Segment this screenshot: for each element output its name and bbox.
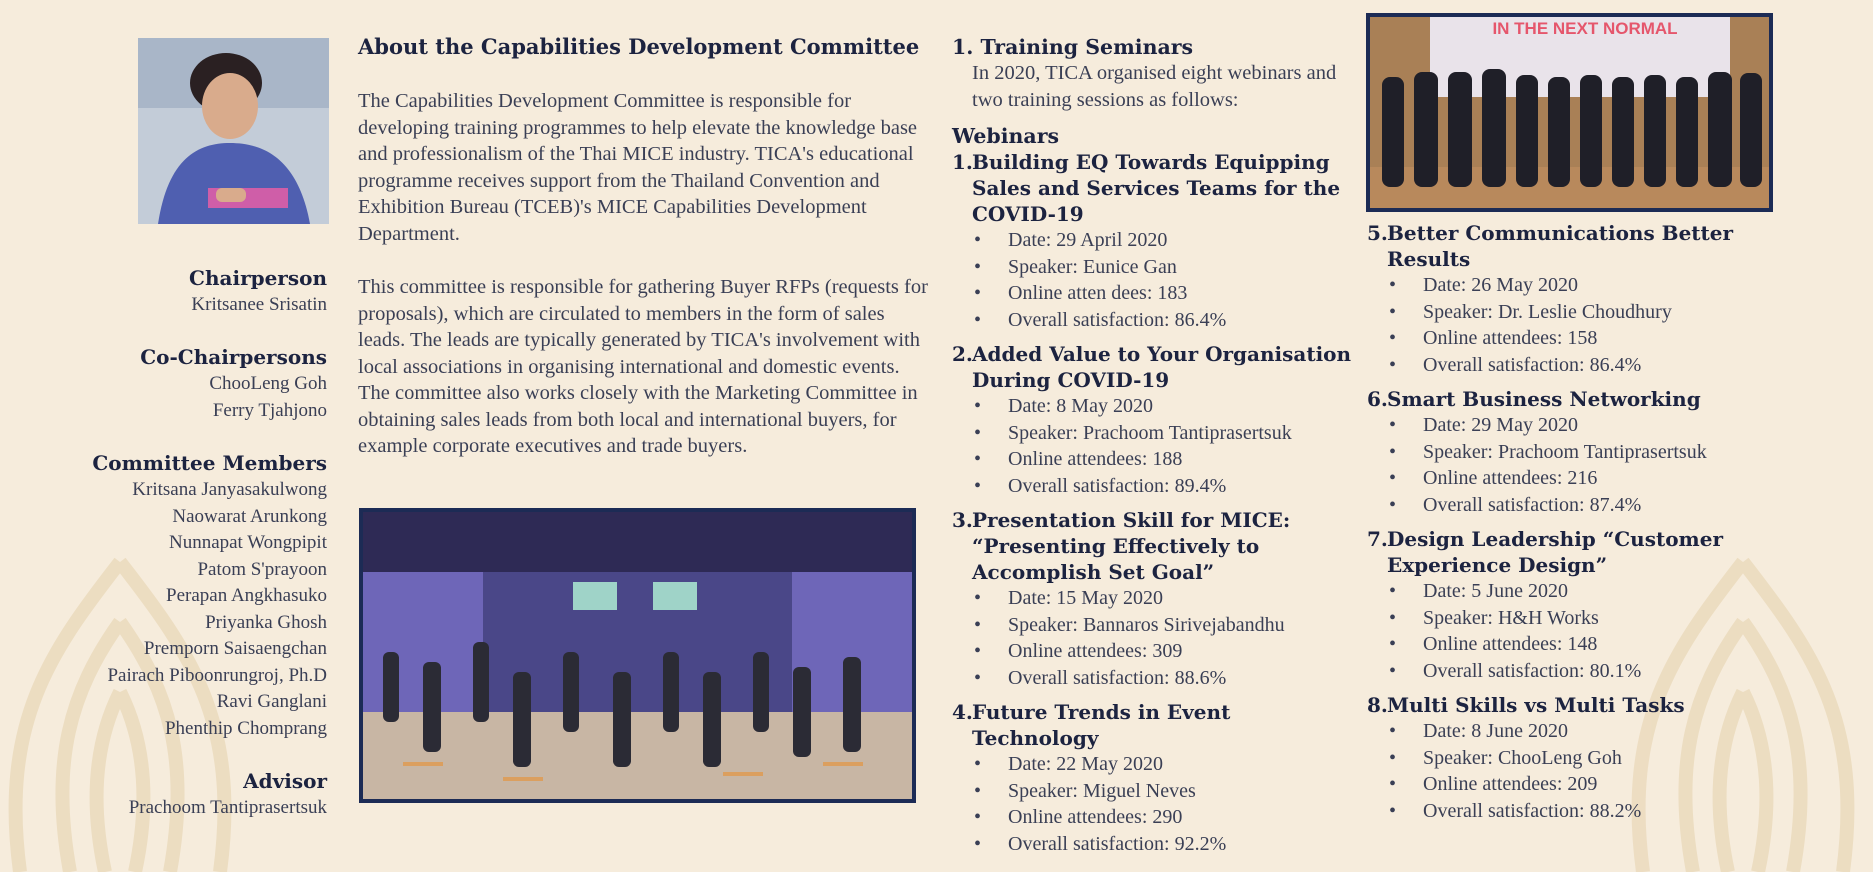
person-name: Phenthip Chomprang [164, 717, 327, 739]
bullet-date: • Date: 15 May 2020 [952, 585, 1362, 612]
photo-banner-text: IN THE NEXT NORMAL [1492, 19, 1678, 38]
webinar-item [1367, 692, 1777, 824]
bullet-date: • Date: 26 May 2020 [1367, 272, 1777, 299]
item-title: Building EQ Towards Equipping Sales and Services Teams for the COVID-19 [972, 150, 1341, 226]
bullet-attendees: • Online attendees: 290 [952, 804, 1362, 831]
webinar-item [952, 699, 1362, 857]
item-number: 3. [952, 508, 973, 532]
item-title: Future Trends in Event Technology [972, 700, 1231, 750]
person-name: Patom S'prayoon [197, 558, 327, 580]
person-name: Priyanka Ghosh [205, 611, 327, 633]
item-title: Added Value to Your Organisation During COVID-19 [972, 342, 1352, 392]
role-advisor: Advisor [243, 769, 327, 793]
bullet-attendees: • Online attendees: 188 [952, 446, 1362, 473]
bullet-date: • Date: 29 April 2020 [952, 227, 1362, 254]
item-title: Design Leadership “Customer Experience Design” [1387, 527, 1723, 577]
person-name: Pairach Piboonrungroj, Ph.D [107, 664, 327, 686]
webinar-item [1367, 220, 1777, 378]
webinar-item [1367, 526, 1777, 684]
about-paragraph-1: The Capabilities Development Committee is responsible for developing training programmes to help elevate the knowledge base and professionalism of the Thai MICE industry. TICA's educational programme receives support from the Thailand Convention and Exhibition Bureau (TCEB)'s MICE Capabilities Development Department. [358, 90, 918, 245]
item-title: Multi Skills vs Multi Tasks [1387, 693, 1685, 717]
bullet-satisfaction: • Overall satisfaction: 88.2% [1367, 798, 1777, 825]
person-name: Prachoom Tantiprasertsuk [128, 797, 327, 818]
roster-advisor [60, 768, 327, 822]
person-name: Ferry Tjahjono [212, 399, 327, 421]
item-number: 8. [1367, 693, 1388, 717]
item-number: 5. [1367, 221, 1388, 245]
bullet-speaker: • Speaker: Dr. Leslie Choudhury [1367, 299, 1777, 326]
person-name: Nunnapat Wongpipit [168, 532, 327, 553]
committee-photo-illustration [1370, 17, 1769, 208]
webinar-item [1367, 386, 1777, 518]
bullet-attendees: • Online atten dees: 183 [952, 280, 1362, 307]
person-name: Kritsanee Srisatin [191, 294, 327, 315]
person-name: Ravi Ganglani [216, 691, 327, 712]
bullet-speaker: • Speaker: Bannaros Sirivejabandhu [952, 612, 1362, 639]
webinar-item [952, 149, 1362, 333]
event-group-photo [359, 508, 916, 803]
item-number: 4. [952, 700, 973, 724]
webinars-column-2 [1367, 220, 1777, 828]
bullet-speaker: • Speaker: Prachoom Tantiprasertsuk [1367, 439, 1777, 466]
training-heading: 1. Training Seminars [952, 35, 1194, 59]
bullet-satisfaction: • Overall satisfaction: 87.4% [1367, 492, 1777, 519]
person-name: Naowarat Arunkong [172, 505, 327, 527]
bullet-satisfaction: • Overall satisfaction: 86.4% [952, 307, 1362, 334]
bullet-date: • Date: 29 May 2020 [1367, 412, 1777, 439]
item-number: 6. [1367, 387, 1388, 411]
bullet-date: • Date: 22 May 2020 [952, 751, 1362, 778]
roster-co-chairpersons [60, 344, 327, 424]
item-number: 2. [952, 342, 973, 366]
roster-chairperson [60, 265, 327, 319]
item-title: Smart Business Networking [1387, 387, 1701, 411]
person-name: ChooLeng Goh [209, 373, 327, 394]
bullet-satisfaction: • Overall satisfaction: 88.6% [952, 665, 1362, 692]
bullet-speaker: • Speaker: H&H Works [1367, 605, 1777, 632]
bullet-satisfaction: • Overall satisfaction: 80.1% [1367, 658, 1777, 685]
bullet-attendees: • Online attendees: 309 [952, 638, 1362, 665]
item-number: 1. [952, 150, 973, 174]
bullet-attendees: • Online attendees: 158 [1367, 325, 1777, 352]
role-co-chairpersons: Co-Chairpersons [140, 345, 327, 369]
about-title: About the Capabilities Development Committee [358, 34, 920, 59]
bullet-speaker: • Speaker: ChooLeng Goh [1367, 745, 1777, 772]
bullet-attendees: • Online attendees: 209 [1367, 771, 1777, 798]
item-title: Better Communications Better Results [1387, 221, 1734, 271]
bullet-satisfaction: • Overall satisfaction: 92.2% [952, 831, 1362, 858]
training-intro: In 2020, TICA organised eight webinars and two training sessions as follows: [972, 62, 1337, 111]
bullet-satisfaction: • Overall satisfaction: 86.4% [1367, 352, 1777, 379]
bullet-speaker: • Speaker: Miguel Neves [952, 778, 1362, 805]
bullet-date: • Date: 5 June 2020 [1367, 578, 1777, 605]
person-name: Kritsana Janyasakulwong [132, 479, 327, 500]
training-column [952, 34, 1362, 861]
portrait-illustration [138, 38, 329, 224]
role-chairperson: Chairperson [189, 266, 327, 290]
bullet-attendees: • Online attendees: 216 [1367, 465, 1777, 492]
item-title: Presentation Skill for MICE: “Presenting Effectively to Accomplish Set Goal” [972, 508, 1291, 584]
bullet-attendees: • Online attendees: 148 [1367, 631, 1777, 658]
webinar-item [952, 507, 1362, 691]
role-committee-members: Committee Members [92, 451, 327, 475]
person-name: Premporn Saisaengchan [143, 638, 327, 659]
item-number: 7. [1367, 527, 1388, 551]
event-hall-illustration [363, 512, 912, 799]
person-name: Perapan Angkhasuko [166, 585, 327, 606]
bullet-speaker: • Speaker: Eunice Gan [952, 254, 1362, 281]
bullet-date: • Date: 8 May 2020 [952, 393, 1362, 420]
bullet-date: • Date: 8 June 2020 [1367, 718, 1777, 745]
roster-committee-members [60, 450, 327, 742]
about-paragraph-2: This committee is responsible for gathering Buyer RFPs (requests for proposals), which are circulated to members in the form of sales leads. The leads are typically generated by TICA's involvement with local associations in organising international and domestic events. The committee also works closely with the Marketing Committee in obtaining sales leads from both local and international buyers, for example corporate executives and trade buyers. [358, 276, 928, 457]
chairperson-portrait [138, 38, 329, 224]
committee-group-photo [1366, 13, 1773, 212]
webinar-item [952, 341, 1362, 499]
bullet-speaker: • Speaker: Prachoom Tantiprasertsuk [952, 420, 1362, 447]
bullet-satisfaction: • Overall satisfaction: 89.4% [952, 473, 1362, 500]
webinars-label: Webinars [952, 124, 1060, 148]
